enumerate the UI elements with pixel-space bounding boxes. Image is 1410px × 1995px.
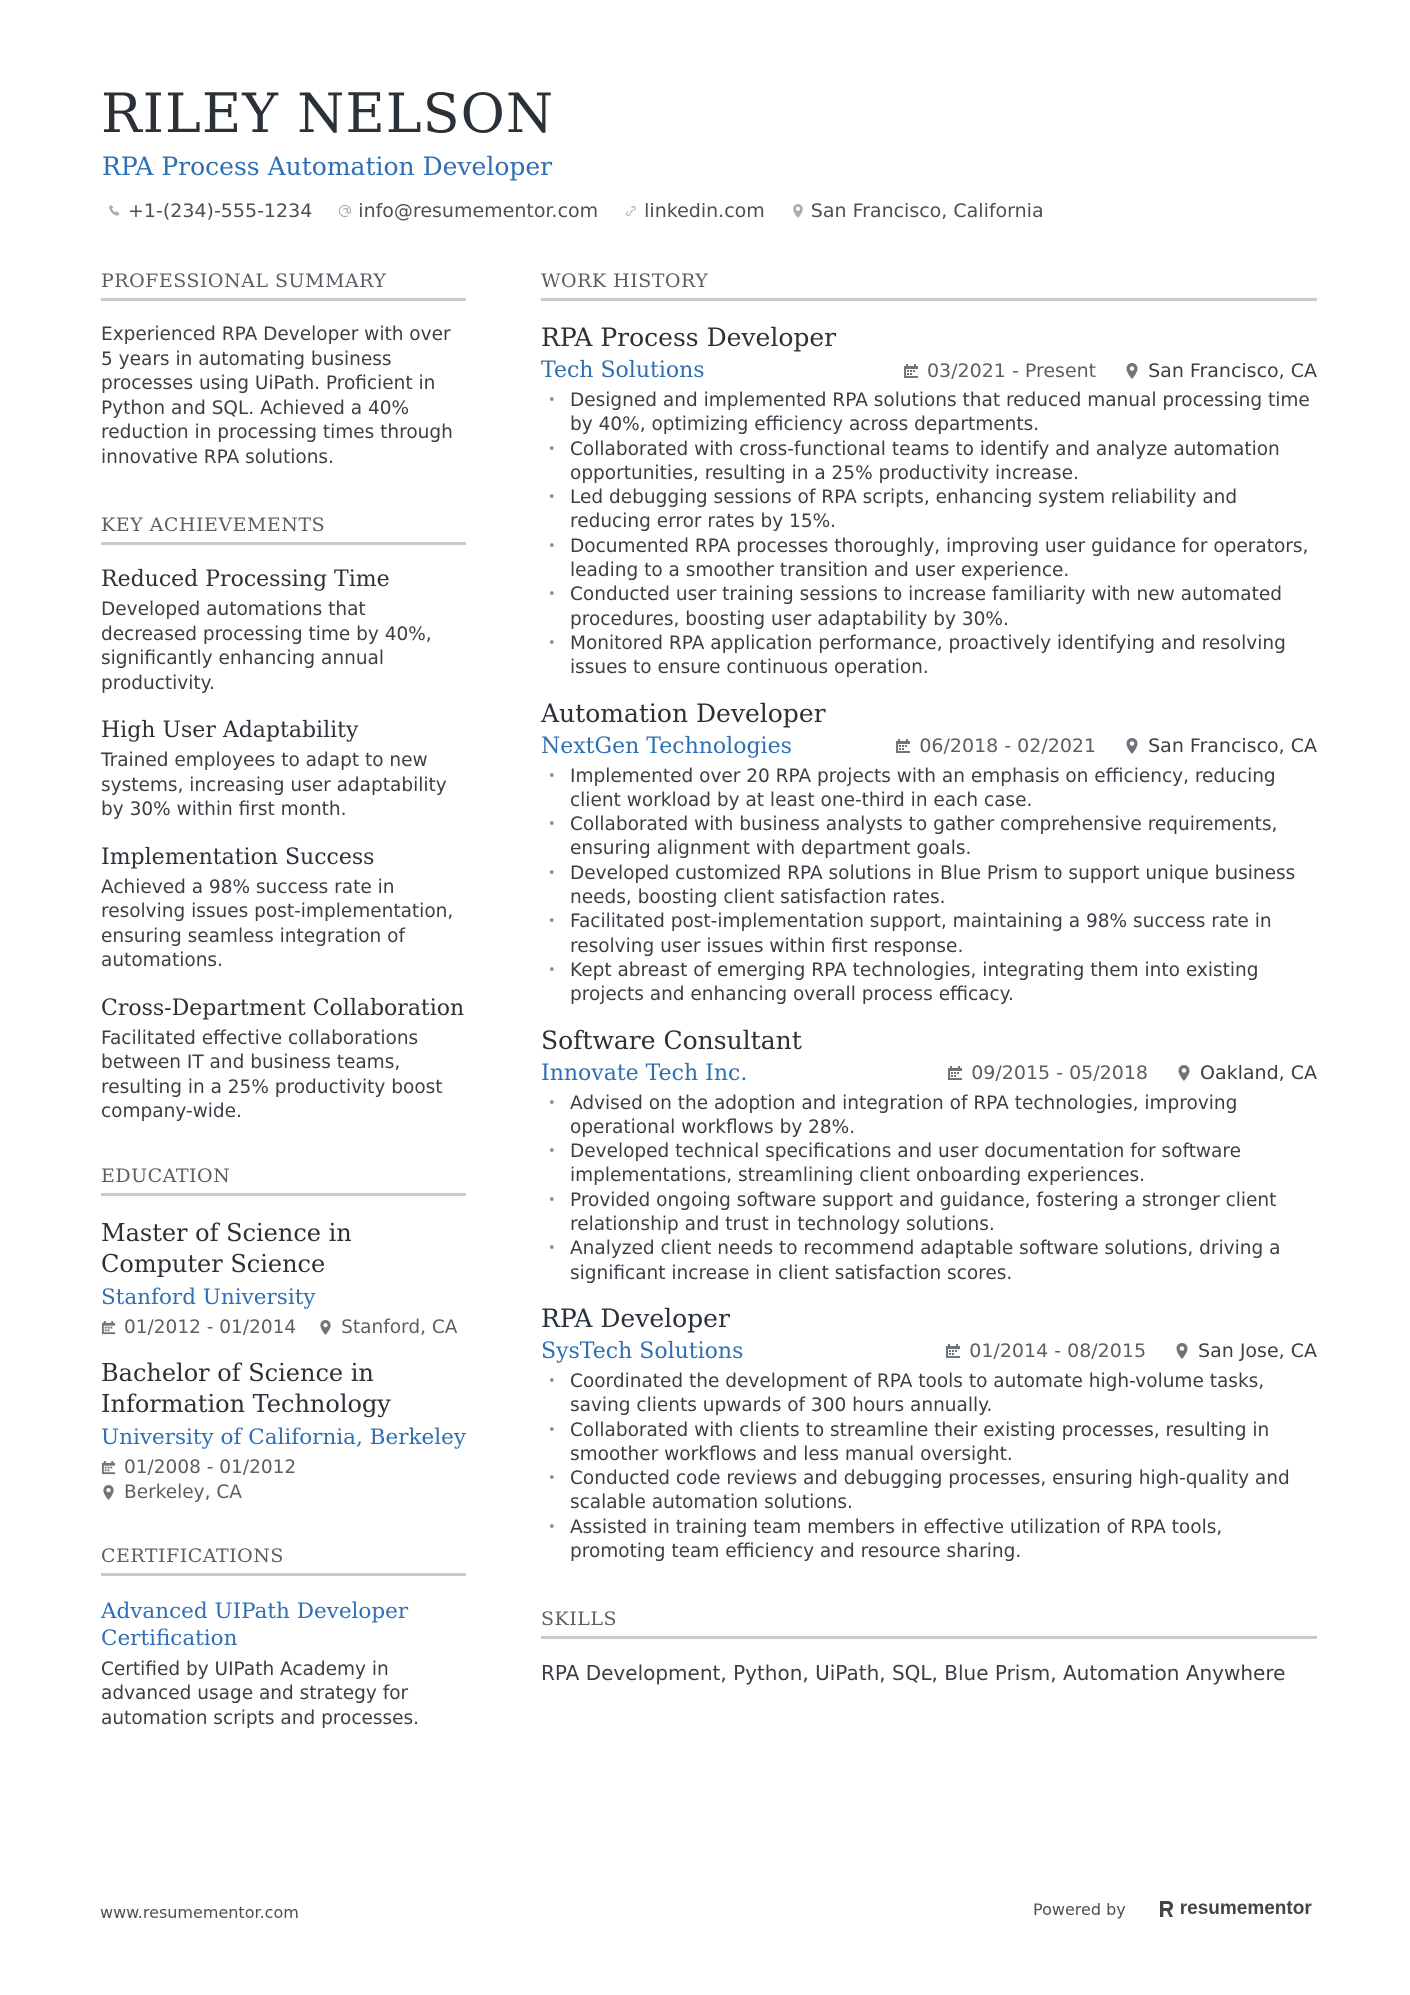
job-entry bbox=[541, 1304, 1317, 1564]
achievement-text: Facilitated effective collaborations between IT and business teams, resulting in a 25% productivity boost company-wide. bbox=[101, 1027, 443, 1122]
job-position: Software Consultant bbox=[541, 1025, 802, 1055]
job-location: San Francisco, CA bbox=[1148, 735, 1317, 758]
education-item bbox=[101, 1218, 466, 1340]
calendar-icon bbox=[101, 1320, 116, 1335]
job-dates-wrap bbox=[895, 735, 1096, 757]
contact-linkedin bbox=[624, 200, 765, 222]
education-section bbox=[101, 1165, 466, 1505]
job-dates: 09/2015 - 05/2018 bbox=[971, 1062, 1149, 1085]
job-bullet: • Designed and implemented RPA solutions that reduced manual processing time by 40%, optimizing efficiency across departments. bbox=[541, 389, 1317, 438]
job-entry bbox=[541, 323, 1317, 681]
job-bullet: • Conducted code reviews and debugging processes, ensuring high-quality and scalable automation solutions. bbox=[541, 1467, 1317, 1516]
certifications-heading: CERTIFICATIONS bbox=[101, 1545, 466, 1576]
education-location-line bbox=[101, 1480, 466, 1505]
powered-by-label: Powered by bbox=[1033, 1899, 1126, 1919]
location-pin-icon bbox=[791, 204, 805, 218]
location-pin-icon bbox=[1174, 1343, 1190, 1359]
resumementor-logo-icon bbox=[1158, 1899, 1176, 1919]
job-bullet: • Collaborated with clients to streamline their existing processes, resulting in smoother workflows and less manual oversight. bbox=[541, 1419, 1317, 1468]
brand-logo[interactable] bbox=[1158, 1898, 1312, 1920]
email-text: info@resumementor.com bbox=[358, 200, 599, 222]
work-section bbox=[541, 270, 1317, 1564]
achievements-heading: KEY ACHIEVEMENTS bbox=[101, 514, 466, 545]
candidate-name: RILEY NELSON bbox=[101, 82, 555, 145]
job-bullet: • Led debugging sessions of RPA scripts, enhancing system reliability and reducing error rates by 15%. bbox=[541, 486, 1317, 535]
location-pin-icon bbox=[101, 1485, 116, 1500]
job-bullet: • Coordinated the development of RPA tools to automate high-volume tasks, saving clients upwards of 300 hours annually. bbox=[541, 1370, 1317, 1419]
job-position: Automation Developer bbox=[541, 698, 826, 728]
job-bullet: • Collaborated with cross-functional teams to identify and analyze automation opportunities, resulting in a 25% productivity increase. bbox=[541, 438, 1317, 487]
job-company: Tech Solutions bbox=[541, 358, 705, 383]
job-entry bbox=[541, 1026, 1317, 1286]
job-bullet: • Provided ongoing software support and guidance, fostering a stronger client relationship and trust in technology solutions. bbox=[541, 1189, 1317, 1238]
job-dates: 03/2021 - Present bbox=[926, 359, 1097, 382]
certification-item bbox=[101, 1598, 466, 1732]
achievement-title: Implementation Success bbox=[101, 844, 375, 870]
footer-website[interactable]: www.resumementor.com bbox=[100, 1903, 299, 1922]
job-location-wrap bbox=[1174, 1340, 1317, 1362]
achievement-item bbox=[101, 996, 466, 1125]
calendar-icon bbox=[101, 1460, 116, 1475]
work-heading: WORK HISTORY bbox=[541, 270, 1317, 301]
location-text: San Francisco, California bbox=[810, 200, 1044, 222]
job-subheader bbox=[541, 1061, 1317, 1086]
job-location-wrap bbox=[1124, 735, 1317, 757]
achievement-item bbox=[101, 718, 466, 823]
job-bullet: • Developed technical specifications and user documentation for software implementations, streamlining client onboarding experiences. bbox=[541, 1140, 1317, 1189]
summary-text: Experienced RPA Developer with over 5 years in automating business processes using UiPath. Proficient in Python and SQL. Achieved a 40% reduction in processing times through innovative RPA solutions. bbox=[101, 324, 453, 468]
job-meta bbox=[947, 1062, 1317, 1084]
location-pin-icon bbox=[318, 1320, 333, 1335]
contact-phone bbox=[108, 200, 312, 222]
job-meta bbox=[945, 1340, 1317, 1362]
education-location: Berkeley, CA bbox=[124, 1481, 242, 1503]
phone-text: +1-(234)-555-1234 bbox=[128, 200, 313, 222]
achievements-section bbox=[101, 514, 466, 1125]
calendar-icon bbox=[903, 363, 919, 379]
education-dates: 01/2008 - 01/2012 bbox=[124, 1456, 297, 1478]
job-location: San Francisco, CA bbox=[1148, 359, 1317, 382]
linkedin-text: linkedin.com bbox=[644, 200, 765, 222]
job-dates-wrap bbox=[945, 1340, 1146, 1362]
job-bullet: • Kept abreast of emerging RPA technologies, integrating them into existing projects and enhancing overall process efficacy. bbox=[541, 959, 1317, 1008]
job-position: RPA Process Developer bbox=[541, 323, 837, 352]
calendar-icon bbox=[895, 738, 911, 754]
job-meta bbox=[903, 360, 1317, 382]
education-location: Stanford, CA bbox=[341, 1316, 458, 1338]
job-title: RPA Process Automation Developer bbox=[102, 152, 553, 181]
education-dates-line bbox=[101, 1455, 466, 1480]
footer-branding bbox=[1033, 1898, 1312, 1920]
job-bullet: • Implemented over 20 RPA projects with an emphasis on efficiency, reducing client workload by at least one-third in each case. bbox=[541, 765, 1317, 814]
job-company: Innovate Tech Inc. bbox=[541, 1060, 748, 1086]
achievement-text: Achieved a 98% success rate in resolving issues post-implementation, ensuring seamless integration of automations. bbox=[101, 876, 454, 971]
job-bullet: • Collaborated with business analysts to gather comprehensive requirements, ensuring alignment with department goals. bbox=[541, 813, 1317, 862]
job-bullet: • Conducted user training sessions to increase familiarity with new automated procedures, boosting user adaptability by 30%. bbox=[541, 583, 1317, 632]
job-dates-wrap bbox=[947, 1062, 1148, 1084]
job-location: San Jose, CA bbox=[1198, 1340, 1317, 1363]
certifications-section bbox=[101, 1545, 466, 1732]
job-entry bbox=[541, 699, 1317, 1008]
summary-heading: PROFESSIONAL SUMMARY bbox=[101, 270, 466, 301]
job-dates: 01/2014 - 08/2015 bbox=[969, 1340, 1147, 1363]
location-pin-icon bbox=[1124, 363, 1140, 379]
achievement-item bbox=[101, 567, 466, 696]
brand-name: resumementor bbox=[1179, 1898, 1312, 1919]
link-icon bbox=[624, 204, 638, 218]
job-subheader bbox=[541, 734, 1317, 759]
skills-text: RPA Development, Python, UiPath, SQL, Blue Prism, Automation Anywhere bbox=[541, 1661, 1286, 1686]
achievement-title: Reduced Processing Time bbox=[101, 567, 390, 592]
job-subheader bbox=[541, 358, 1317, 383]
job-company: NextGen Technologies bbox=[541, 733, 792, 759]
calendar-icon bbox=[945, 1343, 961, 1359]
summary-section bbox=[101, 270, 466, 470]
job-bullet: • Advised on the adoption and integration of RPA technologies, improving operational workflows by 28%. bbox=[541, 1092, 1317, 1141]
job-bullet: • Developed customized RPA solutions in Blue Prism to support unique business needs, boosting client satisfaction rates. bbox=[541, 862, 1317, 911]
achievement-item bbox=[101, 845, 466, 974]
job-meta bbox=[895, 735, 1317, 757]
education-meta bbox=[101, 1315, 466, 1340]
education-item bbox=[101, 1358, 466, 1505]
at-icon bbox=[338, 204, 352, 218]
skills-heading: SKILLS bbox=[541, 1608, 1317, 1639]
achievement-text: Developed automations that decreased processing time by 40%, significantly enhancing annual productivity. bbox=[101, 599, 432, 694]
job-location-wrap bbox=[1176, 1062, 1317, 1084]
job-location-wrap bbox=[1124, 360, 1317, 382]
job-bullet: • Assisted in training team members in effective utilization of RPA tools, promoting team efficiency and resource sharing. bbox=[541, 1516, 1317, 1565]
certification-title: Advanced UIPath Developer Certification bbox=[101, 1598, 409, 1651]
education-school: University of California, Berkeley bbox=[101, 1424, 466, 1450]
certification-text: Certified by UIPath Academy in advanced usage and strategy for automation scripts and processes. bbox=[101, 1658, 420, 1729]
education-school: Stanford University bbox=[101, 1284, 316, 1310]
education-location-wrap bbox=[318, 1315, 457, 1340]
education-dates: 01/2012 - 01/2014 bbox=[124, 1316, 297, 1338]
job-bullet: • Analyzed client needs to recommend adaptable software solutions, driving a significant increase in client satisfaction scores. bbox=[541, 1237, 1317, 1286]
education-heading: EDUCATION bbox=[101, 1165, 466, 1196]
contact-bar bbox=[108, 200, 1044, 222]
job-bullets bbox=[541, 1092, 1317, 1286]
education-dates-wrap bbox=[101, 1315, 296, 1340]
left-column bbox=[101, 270, 466, 1731]
phone-icon bbox=[108, 204, 122, 218]
location-pin-icon bbox=[1176, 1065, 1192, 1081]
location-pin-icon bbox=[1124, 738, 1140, 754]
calendar-icon bbox=[947, 1065, 963, 1081]
achievement-text: Trained employees to adapt to new systems, increasing user adaptability by 30% within first month. bbox=[101, 750, 447, 820]
right-column bbox=[541, 270, 1317, 1685]
job-dates-wrap bbox=[903, 360, 1096, 382]
job-location: Oakland, CA bbox=[1200, 1062, 1317, 1085]
job-dates: 06/2018 - 02/2021 bbox=[919, 735, 1097, 758]
skills-section bbox=[541, 1608, 1317, 1685]
job-bullets bbox=[541, 389, 1317, 681]
achievement-title: High User Adaptability bbox=[101, 718, 359, 743]
job-bullets bbox=[541, 1370, 1317, 1564]
contact-email bbox=[338, 200, 598, 222]
education-degree: Bachelor of Science in Information Technology bbox=[101, 1358, 391, 1418]
job-bullet: • Documented RPA processes thoroughly, improving user guidance for operators, leading to a smoother transition and user experience. bbox=[541, 535, 1317, 584]
achievement-title: Cross-Department Collaboration bbox=[101, 995, 465, 1021]
contact-location bbox=[791, 200, 1044, 222]
job-bullets bbox=[541, 765, 1317, 1008]
job-subheader bbox=[541, 1339, 1317, 1364]
job-position: RPA Developer bbox=[541, 1303, 730, 1333]
job-company: SysTech Solutions bbox=[541, 1338, 744, 1364]
job-bullet: • Monitored RPA application performance, proactively identifying and resolving issues to ensure continuous operation. bbox=[541, 632, 1317, 681]
education-degree: Master of Science in Computer Science bbox=[101, 1218, 352, 1278]
job-bullet: • Facilitated post-implementation support, maintaining a 98% success rate in resolving user issues within first response. bbox=[541, 910, 1317, 959]
